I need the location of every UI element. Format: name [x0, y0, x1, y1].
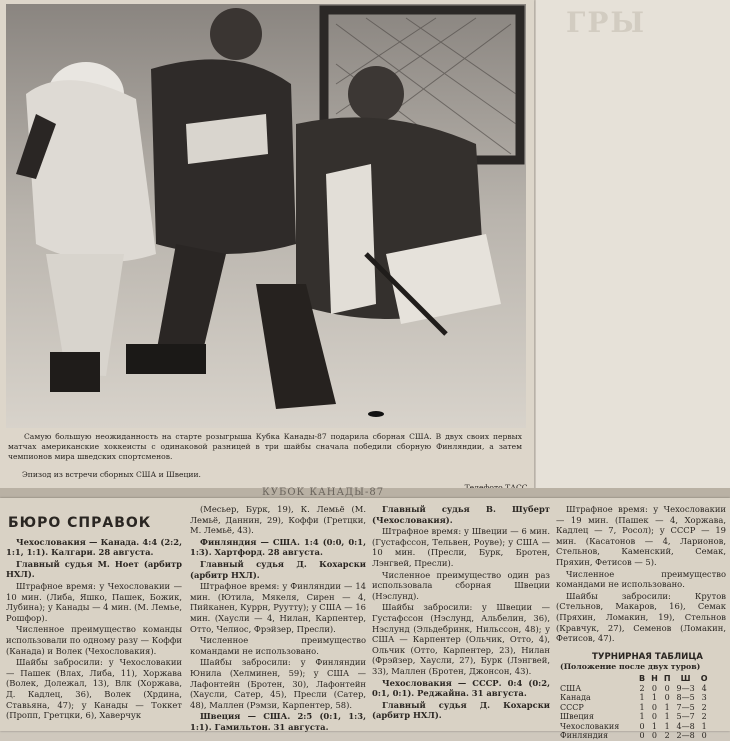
- goals-line: Шайбы забросили: у Чехословакии — Пашек (Влах, Либа, 11), Хоржава (Волек, Долежал, 13), Влк (Хоржава, Д. Кадлец, 36), Волек (Хрдина, Ставьяна, 47); у Канады — Токкет (Пропп, Гретцки, 6), Хаверчук: [6, 657, 182, 721]
- team-name-cell: Канада: [560, 693, 636, 703]
- stat-cell: 0: [648, 712, 661, 722]
- table-row: [560, 731, 711, 741]
- torn-header: КУБОК КАНАДЫ-87: [262, 487, 384, 498]
- stat-cell: 1: [698, 722, 711, 732]
- match-result: Финляндия — США. 1:4 (0:0, 0:1, 1:3). Хартфорд. 28 августа.: [190, 537, 366, 558]
- stat-cell: 0: [636, 722, 648, 732]
- standings-subtitle: (Положение после двух туров): [560, 662, 726, 673]
- stat-cell: 0: [698, 731, 711, 741]
- stat-cell: 1: [661, 722, 674, 732]
- table-row: [560, 722, 711, 732]
- photo-caption: [8, 432, 522, 463]
- stat-cell: 1: [636, 703, 648, 713]
- stat-cell: 4—8: [674, 722, 698, 732]
- match-result: Швеция — США. 2:5 (0:1, 1:3, 1:1). Гамильтон. 31 августа.: [190, 711, 366, 732]
- stat-cell: 1: [661, 712, 674, 722]
- penalty-line: Штрафное время: у Финляндии — 14 мин. (Ютила, Мякеля, Сирен — 4, Пийканен, Куррн, Руутту); у США — 16 мин. (Хаусли — 4, Нилан, Карпентер, Отто, Челиос, Фрэйзер, Пресли).: [190, 581, 366, 634]
- stat-cell: 2: [661, 731, 674, 741]
- table-row: [560, 684, 711, 694]
- ghost-print: ГРЫ: [566, 6, 646, 39]
- standings-title: ТУРНИРНАЯ ТАБЛИЦА: [592, 652, 726, 663]
- match-result: Чехословакия — СССР. 0:4 (0:2, 0:1, 0:1). Реджайна. 31 августа.: [372, 678, 550, 699]
- stat-cell: 0: [648, 703, 661, 713]
- header-cell: [560, 674, 636, 684]
- goals-line: (Месьер, Бурк, 19), К. Лемьё (М. Лемьё, Даннин, 29), Коффи (Гретцки, М. Лемьё, 43).: [190, 504, 366, 536]
- table-row: [560, 693, 711, 703]
- stat-cell: 1: [648, 722, 661, 732]
- stat-cell: 1: [648, 693, 661, 703]
- stat-cell: 2: [636, 684, 648, 694]
- referee-line: Главный судья Д. Кохарски (арбитр НХЛ).: [190, 559, 366, 580]
- stat-cell: 0: [648, 684, 661, 694]
- header-cell: П: [661, 674, 674, 684]
- section-heading: БЮРО СПРАВОК: [8, 518, 182, 529]
- penalty-line: Штрафное время: у Чехословакии — 10 мин. (Либа, Яшко, Пашек, Божик, Лубина); у Канады — 4 мин. (М. Лемье, Рошфор).: [6, 581, 182, 623]
- penalty-line: Штрафное время: у Чехословакии — 19 мин. (Пашек — 4, Хоржава, Кадлец — 7, Росол); у СССР — 19 мин. (Касатонов — 4, Ларионов, Стельнов, Каменский, Семак, Пряхин, Фетисов — 5).: [556, 504, 726, 568]
- goals-line: Шайбы забросили: у Финляндии Юнила (Хелминен, 59); у США — Лафонтейн (Бротен, 30), Лафонтейн (Хаусли, Сатер, 45), Пресли (Сатер, 48), Маллен (Рэмзи, Карпентер, 58).: [190, 657, 366, 710]
- stat-cell: 8—5: [674, 693, 698, 703]
- column-4: [556, 504, 726, 741]
- stat-cell: 7—5: [674, 703, 698, 713]
- header-cell: О: [698, 674, 711, 684]
- standings-body: [560, 684, 711, 741]
- column-2: [190, 504, 366, 733]
- stat-cell: 4: [698, 684, 711, 694]
- powerplay-line: Численное преимущество команды использовали по одному разу — Коффи (Канада) и Волек (Чехословакия).: [6, 624, 182, 656]
- powerplay-line: Численное преимущество командами не использовано.: [190, 635, 366, 656]
- column-1: [6, 504, 182, 722]
- standings-header-row: [560, 674, 711, 684]
- goals-line: Шайбы забросили: у Швеции — Густафссон (Нэслунд, Альбелин, 36), Нэслунд (Эльдебринк, Нильссон, 48); у США — Карпентер (Ольчик, Отто, 4), Ольчик (Отто, Карпентер, 23), Нилан (Фрэйзер, Хаусли, 27), Бурк (Лэнгвей, 33), Маллен (Бротен, Джонсон, 43).: [372, 602, 550, 676]
- table-row: [560, 703, 711, 713]
- referee-line: Главный судья Д. Кохарски (арбитр НХЛ).: [372, 700, 550, 721]
- stat-cell: 9—3: [674, 684, 698, 694]
- referee-line: Главный судья В. Шуберт (Чехословакия).: [372, 504, 550, 525]
- header-cell: Н: [648, 674, 661, 684]
- powerplay-line: Численное преимущество один раз использовала сборная Швеции (Нэслунд).: [372, 570, 550, 602]
- results-clipping: [0, 498, 730, 731]
- team-name-cell: Чехословакия: [560, 722, 636, 732]
- stat-cell: 0: [636, 731, 648, 741]
- team-name-cell: Финляндия: [560, 731, 636, 741]
- team-name-cell: Швеция: [560, 712, 636, 722]
- standings-table: [560, 674, 711, 741]
- stat-cell: 2—8: [674, 731, 698, 741]
- stat-cell: 1: [661, 703, 674, 713]
- header-cell: В: [636, 674, 648, 684]
- stat-cell: 0: [661, 693, 674, 703]
- goals-line: Шайбы забросили: Крутов (Стельнов, Макаров, 16), Семак (Пряхин, Ломакин, 19), Стельнов (Кравчук, 27), Семенов (Ломакин, Фетисов, 47).: [556, 591, 726, 644]
- stat-cell: 2: [698, 703, 711, 713]
- referee-line: Главный судья М. Ноет (арбитр НХЛ).: [6, 559, 182, 580]
- caption-text: Самую большую неожиданность на старте розыгрыша Кубка Канады-87 подарила сборная США. В двух своих первых матчах американские хоккеисты с одинаковой разницей в три шайбы сначала победили сборную Финляндии, а затем чемпионов мира шведских спортсменов.: [8, 432, 522, 463]
- stat-cell: 1: [636, 712, 648, 722]
- adjacent-page: [536, 0, 730, 500]
- powerplay-line: Численное преимущество командами не использовано.: [556, 569, 726, 590]
- stat-cell: 2: [698, 712, 711, 722]
- match-result: Чехословакия — Канада. 4:4 (2:2, 1:1, 1:1). Калгари. 28 августа.: [6, 537, 182, 558]
- hockey-photo: [6, 4, 526, 428]
- stat-cell: 0: [648, 731, 661, 741]
- photo-episode-note: Эпизод из встречи сборных США и Швеции.: [22, 470, 201, 479]
- penalty-line: Штрафное время: у Швеции — 6 мин. (Густафссон, Тельвен, Роуве); у США — 10 мин. (Пресли, Бурк, Бротен, Лэнгвей, Пресли).: [372, 526, 550, 568]
- stat-cell: 0: [661, 684, 674, 694]
- stat-cell: 1: [636, 693, 648, 703]
- table-row: [560, 712, 711, 722]
- stat-cell: 3: [698, 693, 711, 703]
- stat-cell: 5—7: [674, 712, 698, 722]
- photo-illustration: [6, 4, 526, 428]
- column-3: [372, 504, 550, 722]
- photo-clipping: [0, 0, 534, 492]
- header-cell: Ш: [674, 674, 698, 684]
- team-name-cell: СССР: [560, 703, 636, 713]
- team-name-cell: США: [560, 684, 636, 694]
